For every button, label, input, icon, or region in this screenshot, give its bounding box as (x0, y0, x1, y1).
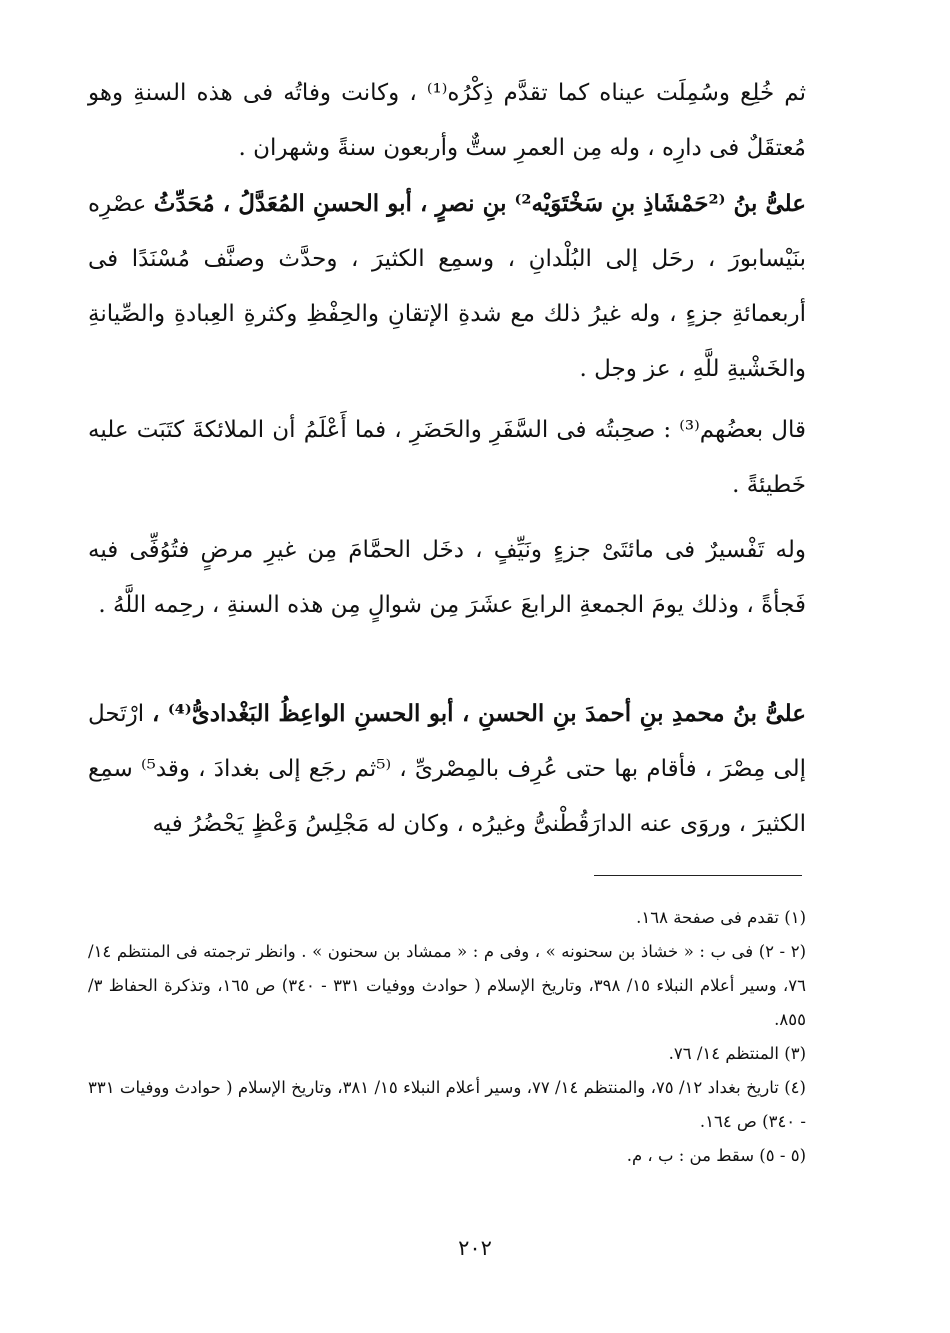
biography-entry (88, 686, 806, 852)
footnote-item: (٣) المنتظم ١٤/ ٧٦. (668, 1044, 806, 1063)
paragraph-quote (88, 403, 806, 513)
paragraph-text: قال بعضُهم⁽³⁾ : صحِبتُه فى السَّفَرِ والحَضَرِ ، فما أَعْلَمُ أن الملائكةَ كتَبَت عليه خَطيئةً . (88, 417, 807, 498)
biography-heading: علىُّ بنُ محمدِ بنِ أحمدَ بنِ الحسنِ ، أبو الحسنِ الواعِظُ البَغْدادىُّ⁽⁴⁾ ، (151, 700, 806, 727)
biography-heading: علىُّ بنُ ⁽²حَمْشَاذِ بنِ سَخْتَوَيْه²⁾ بنِ نصرٍ ، أبو الحسنِ المُعَدَّلُ ، مُحَدِّثُ (153, 190, 806, 217)
biography-body: عصْرِه بنَيْسابورَ ، رحَل إلى البُلْدانِ ، وسمِع الكثيرَ ، وحدَّث وصنَّف مُسْنَدًا فى أربعمائةِ جزءٍ ، وله غيرُ ذلك مع شدةِ الإتقانِ والحِفْظِ وكثرةِ العِبادةِ والصِّيانةِ والخَشْيةِ للَّهِ ، عز وجل . (88, 191, 806, 382)
paragraph-tafsir (88, 523, 806, 633)
paragraph-biography-baghdadi (88, 686, 806, 852)
footnotes-section (88, 901, 806, 1173)
biography-body: ارْتَحل إلى مِصْرَ ، فأقام بها حتى عُرِف بالمِصْرىِّ ، ⁽⁵ثم رجَع إلى بغدادَ ، وقد⁵⁾ سمِع الكثيرَ ، وروَى عنه الدارَقُطْنىُّ وغيرُه ، وكان له مَجْلِسُ وَعْظٍ يَحْضُرُ فيه (88, 701, 806, 837)
paragraph-death-notice (88, 66, 806, 176)
footnote-item: (٢ - ٢) فى ب : « خشاذ بن سحنونه » ، وفى م : « ممشاد بن سحنون » . وانظر ترجمته فى المنتظم ١٤/ ٧٦، وسير أعلام النبلاء ١٥/ ٣٩٨، وتاريخ الإسلام ( حوادث ووفيات ٣٣١ - ٣٤٠) ص ١٦٥، وتذكرة الحفاظ ٣/ ٨٥٥. (88, 942, 806, 1029)
footnote-item: (١) تقدم فى صفحة ١٦٨. (636, 908, 806, 927)
paragraph-text: ثم خُلِع وسُمِلَت عيناه كما تقدَّم ذِكْرُه⁽¹⁾ ، وكانت وفاتُه فى هذه السنةِ وهو مُعتقَلٌ فى دارِه ، وله مِن العمرِ ستٌّ وأربعون سنةً وشهران . (88, 80, 806, 161)
footnote-item: (٥ - ٥) سقط من : ب ، م. (626, 1146, 806, 1165)
footnote-item: (٤) تاريخ بغداد ١٢/ ٧٥، والمنتظم ١٤/ ٧٧، وسير أعلام النبلاء ١٥/ ٣٨١، وتاريخ الإسلام ( حوادث ووفيات ٣٣١ - ٣٤٠) ص ١٦٤. (88, 1078, 806, 1131)
paragraph-text: وله تَفْسيرٌ فى مائتَىْ جزءٍ ونَيِّفٍ ، دخَل الحمَّامَ مِن غيرِ مرضٍ فتُوُفِّى فيه فَجأةً ، وذلك يومَ الجمعةِ الرابعَ عشَرَ مِن شوالٍ مِن هذه السنةِ ، رحِمه اللَّهُ . (88, 537, 806, 618)
biography-entry (88, 176, 806, 397)
footnote-divider (594, 875, 802, 876)
page-number: ٢٠٢ (458, 1236, 492, 1260)
paragraph-biography-hamshadh (88, 176, 806, 397)
